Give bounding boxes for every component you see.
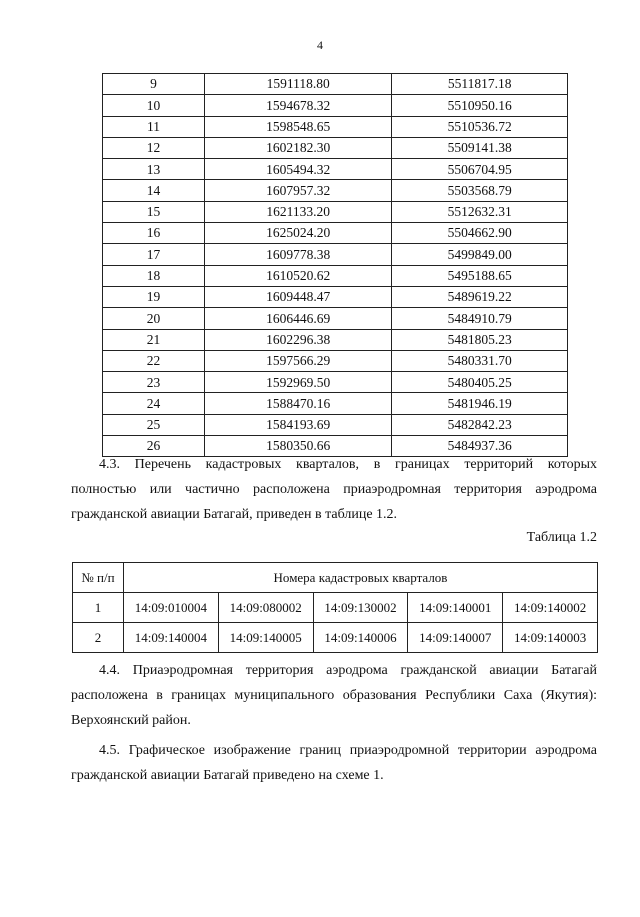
point-number: 26 [103, 436, 205, 457]
table-row [103, 265, 568, 286]
table-row [103, 393, 568, 414]
cadastral-table [72, 562, 598, 653]
point-number: 9 [103, 74, 205, 95]
point-number: 18 [103, 265, 205, 286]
table-row [103, 308, 568, 329]
coordinates-table [102, 73, 568, 457]
paragraph-line: полностью или частично расположена приаэродромная территория аэродрома [71, 482, 597, 497]
paragraph-4-5 [71, 738, 597, 788]
paragraph-line: 4.5. Графическое изображение границ приаэродромной территории аэродрома [99, 743, 597, 758]
paragraph-line: Верхоянский район. [71, 713, 191, 728]
table-row [73, 593, 598, 623]
coord-x: 1584193.69 [204, 414, 391, 435]
point-number: 15 [103, 201, 205, 222]
table-row [103, 137, 568, 158]
table-row [103, 372, 568, 393]
cadastral-quarter: 14:09:140001 [408, 593, 503, 623]
coord-y: 5481946.19 [392, 393, 568, 414]
cadastral-quarter: 14:09:140004 [124, 623, 219, 653]
header-number: № п/п [73, 563, 124, 593]
coord-y: 5499849.00 [392, 244, 568, 265]
table-row [103, 180, 568, 201]
cadastral-quarter: 14:09:140006 [313, 623, 408, 653]
paragraph-4-3 [71, 452, 597, 527]
coord-x: 1598548.65 [204, 116, 391, 137]
coord-y: 5484937.36 [392, 436, 568, 457]
point-number: 10 [103, 95, 205, 116]
coord-x: 1607957.32 [204, 180, 391, 201]
table-row [103, 116, 568, 137]
table-row [103, 201, 568, 222]
cadastral-quarter: 14:09:010004 [124, 593, 219, 623]
point-number: 12 [103, 137, 205, 158]
coord-x: 1609778.38 [204, 244, 391, 265]
table-header-row [73, 563, 598, 593]
coord-x: 1580350.66 [204, 436, 391, 457]
coord-y: 5489619.22 [392, 286, 568, 307]
point-number: 21 [103, 329, 205, 350]
table-row [103, 223, 568, 244]
coord-x: 1591118.80 [204, 74, 391, 95]
row-number: 2 [73, 623, 124, 653]
cadastral-quarter: 14:09:140003 [503, 623, 598, 653]
point-number: 19 [103, 286, 205, 307]
table-row [103, 74, 568, 95]
table-row [103, 286, 568, 307]
point-number: 17 [103, 244, 205, 265]
page-number: 4 [317, 38, 323, 52]
coord-y: 5481805.23 [392, 329, 568, 350]
table-row [103, 159, 568, 180]
coord-y: 5509141.38 [392, 137, 568, 158]
point-number: 14 [103, 180, 205, 201]
table-row [103, 244, 568, 265]
coord-x: 1597566.29 [204, 350, 391, 371]
point-number: 24 [103, 393, 205, 414]
cadastral-quarter: 14:09:140007 [408, 623, 503, 653]
paragraph-line: 4.3. Перечень кадастровых кварталов, в границах территорий которых [99, 457, 597, 472]
coord-y: 5512632.31 [392, 201, 568, 222]
paragraph-line: гражданской авиации Батагай, приведен в таблице 1.2. [71, 507, 398, 522]
point-number: 16 [103, 223, 205, 244]
header-title: Номера кадастровых кварталов [124, 563, 598, 593]
row-number: 1 [73, 593, 124, 623]
table-row [73, 623, 598, 653]
cadastral-quarter: 14:09:080002 [218, 593, 313, 623]
point-number: 13 [103, 159, 205, 180]
coord-y: 5504662.90 [392, 223, 568, 244]
cadastral-quarter: 14:09:140002 [503, 593, 598, 623]
coord-y: 5484910.79 [392, 308, 568, 329]
coord-y: 5510536.72 [392, 116, 568, 137]
point-number: 23 [103, 372, 205, 393]
coord-y: 5511817.18 [392, 74, 568, 95]
table-row [103, 414, 568, 435]
table-row [103, 350, 568, 371]
point-number: 11 [103, 116, 205, 137]
coord-x: 1592969.50 [204, 372, 391, 393]
coord-x: 1625024.20 [204, 223, 391, 244]
table-caption: Таблица 1.2 [526, 530, 597, 545]
point-number: 25 [103, 414, 205, 435]
paragraph-line: расположена в границах муниципального образования Республики Саха (Якутия): [71, 688, 597, 703]
paragraph-line: 4.4. Приаэродромная территория аэродрома гражданской авиации Батагай [99, 663, 597, 678]
coord-y: 5482842.23 [392, 414, 568, 435]
coord-y: 5495188.65 [392, 265, 568, 286]
coord-x: 1609448.47 [204, 286, 391, 307]
coord-x: 1588470.16 [204, 393, 391, 414]
table-row [103, 95, 568, 116]
paragraph-line: гражданской авиации Батагай приведено на схеме 1. [71, 768, 384, 783]
coord-y: 5503568.79 [392, 180, 568, 201]
cadastral-quarter: 14:09:140005 [218, 623, 313, 653]
coord-x: 1605494.32 [204, 159, 391, 180]
coord-y: 5510950.16 [392, 95, 568, 116]
point-number: 22 [103, 350, 205, 371]
table-row [103, 329, 568, 350]
coord-x: 1594678.32 [204, 95, 391, 116]
point-number: 20 [103, 308, 205, 329]
cadastral-quarter: 14:09:130002 [313, 593, 408, 623]
coord-y: 5480405.25 [392, 372, 568, 393]
coord-x: 1606446.69 [204, 308, 391, 329]
coord-x: 1621133.20 [204, 201, 391, 222]
coord-x: 1602182.30 [204, 137, 391, 158]
coord-y: 5480331.70 [392, 350, 568, 371]
coord-x: 1610520.62 [204, 265, 391, 286]
coord-y: 5506704.95 [392, 159, 568, 180]
coord-x: 1602296.38 [204, 329, 391, 350]
paragraph-4-4 [71, 658, 597, 733]
